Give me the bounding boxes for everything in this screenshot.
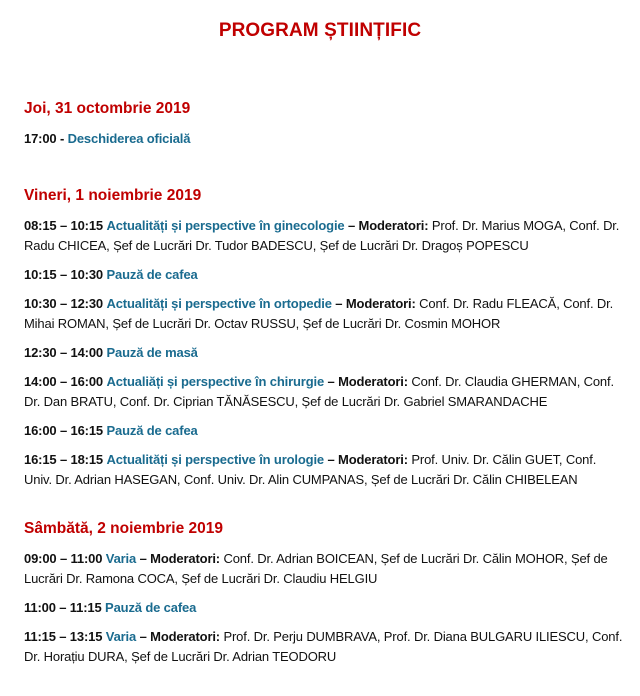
item-session: Actualități și perspective în urologie <box>106 452 325 467</box>
moderators-list: Conf. Dr. Radu FLEACĂ, Conf. Dr. Mihai ROMAN, Șef de Lucrări Dr. Octav RUSSU, Șef de Lucrări Dr. Cosmin MOHOR <box>24 296 614 331</box>
schedule-item <box>24 294 624 334</box>
moderators-label: Moderatori: <box>338 452 408 467</box>
item-time: 09:00 – 11:00 <box>24 551 103 566</box>
separator-dash: – <box>335 296 343 311</box>
item-session: Pauză de cafea <box>106 267 198 282</box>
separator-dash: – <box>327 452 335 467</box>
schedule-item <box>24 627 624 667</box>
separator-dash: – <box>327 374 335 389</box>
item-time: 12:30 – 14:00 <box>24 345 104 360</box>
item-time: 11:15 – 13:15 <box>24 629 103 644</box>
day-date: Sâmbătă, 2 noiembrie 2019 <box>24 520 224 537</box>
schedule-item <box>24 372 624 412</box>
page-title: PROGRAM ȘTIINȚIFIC <box>218 20 422 41</box>
day-date: Joi, 31 octombrie 2019 <box>24 100 191 117</box>
item-session: Actualități și perspective în ortopedie <box>106 296 332 311</box>
schedule-item <box>24 216 624 256</box>
item-session: Pauză de masă <box>106 345 198 360</box>
item-time: 10:15 – 10:30 <box>24 267 104 282</box>
day-date: Vineri, 1 noiembrie 2019 <box>24 187 202 204</box>
item-session: Pauză de cafea <box>106 423 198 438</box>
item-session: Pauză de cafea <box>105 600 197 615</box>
item-time: 14:00 – 16:00 <box>24 374 104 389</box>
item-time: 08:15 – 10:15 <box>24 218 104 233</box>
item-time: 17:00 - <box>24 131 65 146</box>
item-time: 16:00 – 16:15 <box>24 423 104 438</box>
schedule-item <box>24 343 624 363</box>
item-time: 11:00 – 11:15 <box>24 600 102 615</box>
day-section <box>24 186 624 499</box>
moderators-list: Conf. Dr. Adrian BOICEAN, Șef de Lucrări Dr. Călin MOHOR, Șef de Lucrări Dr. Ramona COCA, Șef de Lucrări Dr. Claudiu HELGIU <box>24 551 608 586</box>
schedule-item <box>24 421 624 441</box>
moderators-list: Prof. Univ. Dr. Călin GUET, Conf. Univ. Dr. Adrian HASEGAN, Conf. Univ. Dr. Alin CUMPANAS, Șef de Lucrări Dr. Călin CHIBELEAN <box>24 452 597 487</box>
moderators-list: Conf. Dr. Claudia GHERMAN, Conf. Dr. Dan BRATU, Conf. Dr. Ciprian TĂNĂSESCU, Șef de Lucrări Dr. Gabriel SMARANDACHE <box>24 374 614 409</box>
item-session: Actualiăți și perspective în chirurgie <box>106 374 325 389</box>
separator-dash: – <box>139 629 147 644</box>
moderators-label: Moderatori: <box>338 374 408 389</box>
item-session: Varia <box>105 551 137 566</box>
schedule-item <box>24 598 624 618</box>
schedule-item <box>24 265 624 285</box>
separator-dash: – <box>347 218 356 233</box>
separator-dash: – <box>139 551 147 566</box>
item-time: 16:15 – 18:15 <box>24 452 104 467</box>
moderators-label: Moderatori: <box>150 629 220 644</box>
item-session: Actualități și perspective în ginecologie <box>106 218 345 233</box>
item-session: Varia <box>105 629 137 644</box>
schedule-item <box>24 450 624 490</box>
item-time: 10:30 – 12:30 <box>24 296 104 311</box>
day-section <box>24 519 624 676</box>
schedule-item <box>24 129 624 149</box>
moderators-label: Moderatori: <box>358 218 429 233</box>
item-session: Deschiderea oficială <box>67 131 191 146</box>
day-section <box>24 99 624 158</box>
schedule-item <box>24 549 624 589</box>
moderators-list: Prof. Dr. Perju DUMBRAVA, Prof. Dr. Diana BULGARU ILIESCU, Conf. Dr. Horațiu DURA, Șef de Lucrări Dr. Adrian TEODORU <box>24 629 623 664</box>
moderators-label: Moderatori: <box>150 551 220 566</box>
moderators-list: Prof. Dr. Marius MOGA, Conf. Dr. Radu CHICEA, Șef de Lucrări Dr. Tudor BADESCU, Șef de Lucrări Dr. Dragoș POPESCU <box>24 218 620 253</box>
moderators-label: Moderatori: <box>345 296 416 311</box>
